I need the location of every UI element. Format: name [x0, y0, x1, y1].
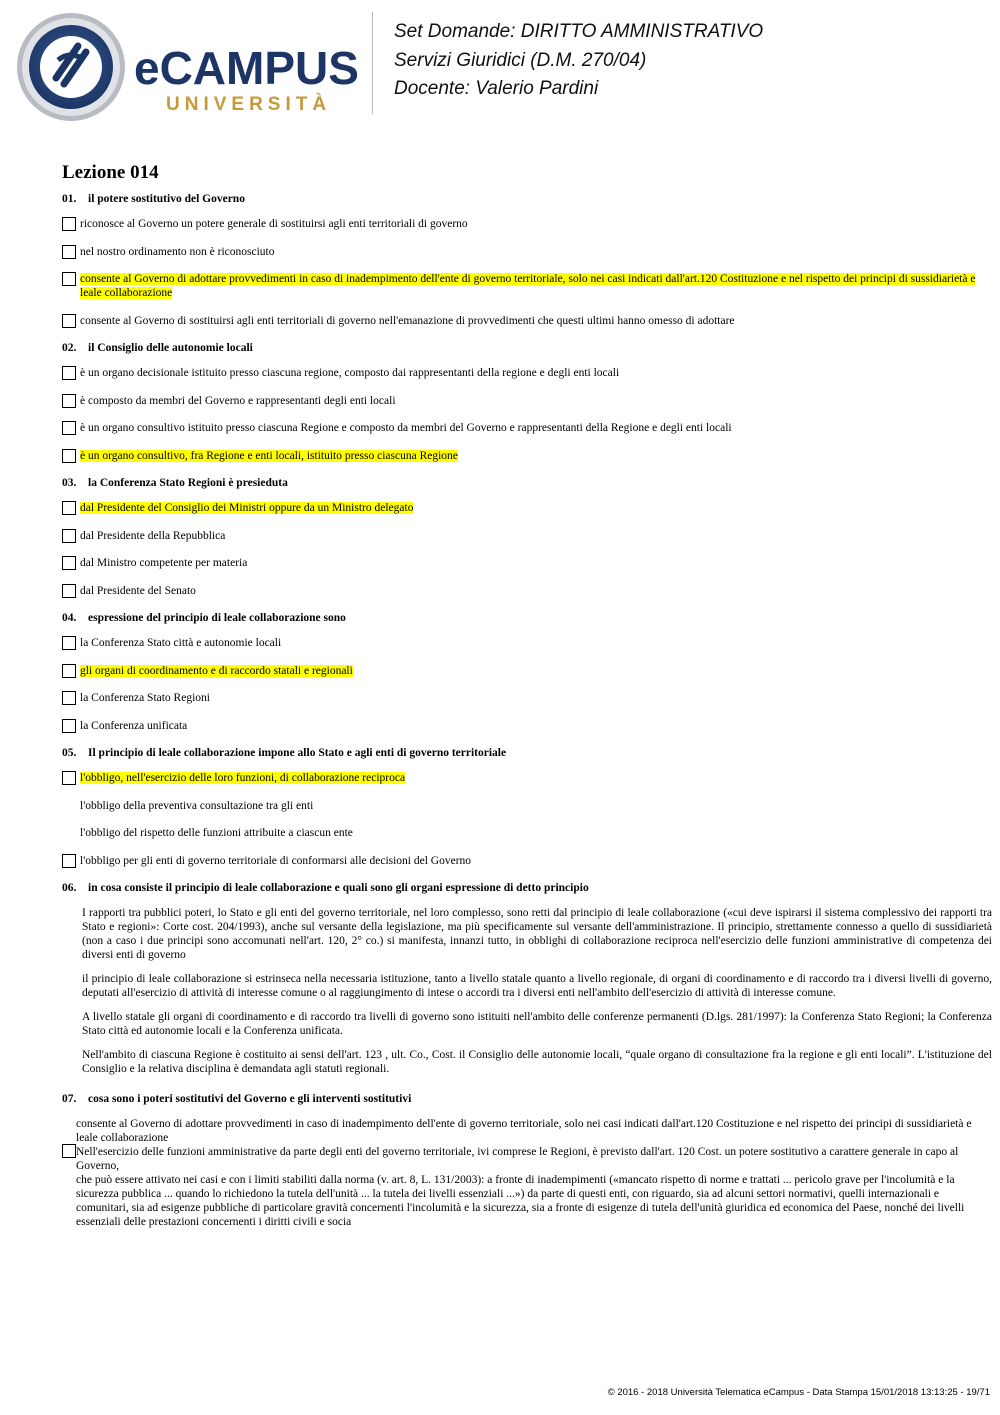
question-heading [62, 746, 992, 760]
answer-paragraph: I rapporti tra pubblici poteri, lo Stato e gli enti del governo territoriale, nel loro complesso, sono retti dal principio di leale collaborazione («cui deve ispirarsi il sistema complessivo dei rapporti tra Stato e regioni»: Corte cost. 204/1993), anche sul versante della legislazione, ma più specificamente sul versante dell'amministrazione. Il principio, strettamente connesso a quello di sussidiarietà (non a caso i due principi sono accomunati nell'art. 120, 2° co.) si manifesta, innanzi tutto, in obblighi di collaborazione reciproca nell'esercizio delle funzioni amministrative di competenza dei diversi enti di governo [82, 907, 992, 961]
answer-text: è un organo decisionale istituito presso ciascuna regione, composto dai rappresentanti della regione e degli enti locali [80, 367, 620, 379]
open-answer [62, 906, 992, 1076]
answer-checkbox[interactable] [62, 245, 76, 259]
question-3 [62, 476, 992, 598]
answer-line: Nell'esercizio delle funzioni amministrative da parte degli enti del governo territoriale, ivi comprese le Regioni, è previsto dall'art. 120 Cost. un potere sostitutivo a carattere generale in capo al Governo, [76, 1146, 959, 1172]
question-text: Il principio di leale collaborazione impone allo Stato e agli enti di governo territoriale [88, 747, 507, 759]
question-heading [62, 341, 992, 355]
question-number: 07. [62, 1093, 77, 1105]
question-heading [62, 611, 992, 625]
header-program: Servizi Giuridici (D.M. 270/04) [394, 49, 647, 71]
answer-checkbox[interactable] [62, 636, 76, 650]
svg-text:eCAMPUS: eCAMPUS [134, 42, 359, 94]
answer-checkbox[interactable] [62, 664, 76, 678]
page-footer: © 2016 - 2018 Università Telematica eCampus - Data Stampa 15/01/2018 13:13:25 - 19/71 [607, 1387, 990, 1398]
question-7 [62, 1092, 992, 1229]
question-text: il potere sostitutivo del Governo [88, 193, 245, 205]
header-teacher: Docente: Valerio Pardini [394, 78, 599, 99]
answer-option[interactable] [62, 421, 992, 435]
header-course: Set Domande: DIRITTO AMMINISTRATIVO [394, 21, 764, 42]
correct-answer-text: consente al Governo di adottare provvedimenti in caso di inadempimento dell'ente di governo territoriale, solo nei casi indicati dall'art.120 Costituzione e nel rispetto dei principi di sussidiarietà e leale collaborazione [80, 273, 976, 299]
ecampus-logo [16, 12, 376, 122]
answer-option[interactable] [62, 826, 992, 840]
question-number: 02. [62, 342, 77, 354]
answer-checkbox[interactable] [62, 584, 76, 598]
answer-checkbox[interactable] [62, 854, 76, 868]
question-4 [62, 611, 992, 733]
question-text: il Consiglio delle autonomie locali [88, 342, 253, 354]
answer-option[interactable] [62, 556, 992, 570]
answer-line: che può essere attivato nei casi e con i limiti stabiliti dalla norma (v. art. 8, L. 131/2003): a fronte di inadempimenti («mancato rispetto di norme e trattati ... pericolo grave per l'incolumità e la sicurezza pubblica ... quando lo richiedono la tutela dell'unità ... la tutela dei livelli essenziali ...») da parte di questi enti, con riguardo, sia ad alcuni settori normativi, quelli internazionali e comunitari, sia ad esigenze pubbliche di particolare gravità concernenti l'incolumità e la sicurezza, sia a fronte di esigenze di tutela dell'unità giuridica ed economica del Paese, nonché dei livelli essenziali delle prestazioni concernenti i diritti civili e socia [76, 1174, 965, 1228]
page-header [0, 0, 1000, 130]
correct-answer-text: l'obbligo, nell'esercizio delle loro funzioni, di collaborazione reciproca [80, 772, 406, 784]
answer-checkbox[interactable] [62, 501, 76, 515]
answer-option[interactable] [62, 501, 992, 515]
question-heading [62, 476, 992, 490]
answer-checkbox[interactable] [62, 529, 76, 543]
answer-paragraph: il principio di leale collaborazione si estrinseca nella necessaria istituzione, tanto a livello statale quanto a livello regionale, di organi di coordinamento e di raccordo tra i diversi livelli di governo, deputati all'esercizio di attività di interesse comune o al raggiungimento di intese o accordi tra i diversi enti nell'ambito dell'esercizio di attività di interesse comune. [82, 973, 992, 999]
answer-option[interactable] [62, 529, 992, 543]
question-number: 01. [62, 193, 77, 205]
answer-text: la Conferenza unificata [80, 719, 188, 732]
answer-option[interactable] [62, 664, 992, 678]
correct-answer-text: dal Presidente del Consiglio dei Ministri oppure da un Ministro delegato [80, 502, 414, 514]
answer-text: è composto da membri del Governo e rappresentanti degli enti locali [80, 394, 396, 407]
question-text: cosa sono i poteri sostitutivi del Governo e gli interventi sostitutivi [88, 1093, 412, 1105]
answer-checkbox[interactable] [62, 719, 76, 733]
answer-option[interactable] [62, 245, 992, 259]
answer-checkbox[interactable] [62, 366, 76, 380]
answer-checkbox[interactable] [62, 1144, 76, 1158]
correct-answer-text: è un organo consultivo, fra Regione e enti locali, istituito presso ciascuna Regione [80, 449, 458, 462]
answer-text: è un organo consultivo istituito presso ciascuna Regione e composto da membri del Governo e rappresentanti della Regione e degli enti locali [80, 422, 732, 434]
question-number: 04. [62, 612, 77, 624]
answer-text: consente al Governo di sostituirsi agli enti territoriali di governo nell'emanazione di provvedimenti che questi ultimi hanno omesso di adottare [80, 314, 735, 327]
answer-text: l'obbligo del rispetto delle funzioni attribuite a ciascun ente [80, 827, 353, 839]
question-text: in cosa consiste il principio di leale collaborazione e quali sono gli organi espressione di detto principio [88, 882, 589, 894]
answer-option[interactable] [62, 719, 992, 733]
answer-option[interactable] [62, 394, 992, 408]
answer-text: riconosce al Governo un potere generale di sostituirsi agli enti territoriali di governo [80, 218, 468, 230]
answer-checkbox[interactable] [62, 272, 76, 286]
answer-checkbox[interactable] [62, 449, 76, 463]
correct-answer-text: gli organi di coordinamento e di raccordo statali e regionali [80, 664, 353, 677]
answer-option[interactable] [62, 217, 992, 231]
question-number: 03. [62, 477, 77, 489]
answer-option[interactable] [62, 314, 992, 328]
answer-checkbox[interactable] [62, 421, 76, 435]
page-content [62, 160, 992, 1242]
answer-text: l'obbligo della preventiva consultazione tra gli enti [80, 799, 314, 812]
answer-option[interactable] [62, 584, 992, 598]
answer-option[interactable] [62, 771, 992, 785]
question-heading [62, 1092, 992, 1106]
answer-option[interactable] [62, 449, 992, 463]
header-info [394, 18, 763, 104]
answer-option[interactable] [62, 691, 992, 705]
question-list [62, 192, 992, 868]
answer-text: dal Presidente della Repubblica [80, 529, 226, 542]
question-heading [62, 881, 992, 895]
answer-text: la Conferenza Stato città e autonomie locali [80, 637, 282, 649]
question-1 [62, 192, 992, 328]
svg-text:UNIVERSITÀ: UNIVERSITÀ [166, 94, 332, 115]
answer-checkbox[interactable] [62, 217, 76, 231]
answer-checkbox[interactable] [62, 314, 76, 328]
answer-text: nel nostro ordinamento non è riconosciuto [80, 245, 275, 258]
answer-option[interactable] [62, 636, 992, 650]
header-divider [372, 12, 373, 114]
answer-text: l'obbligo per gli enti di governo territoriale di conformarsi alle decisioni del Governo [80, 854, 472, 867]
answer-paragraph: Nell'ambito di ciascuna Regione è costituito ai sensi dell'art. 123 , ult. Co., Cost. il Consiglio delle autonomie locali, “quale organo di consultazione fra la regione e gli enti locali”. L'istituzione del Consiglio e la relativa disciplina è demandata agli statuti regionali. [82, 1049, 992, 1075]
answer-option[interactable] [62, 799, 992, 813]
answer-paragraph: A livello statale gli organi di coordinamento e di raccordo tra livelli di governo sono istituiti nell'ambito delle conferenze permanenti (D.lgs. 281/1997): la Conferenza Stato Regioni; la Conferenza Stato città ed autonomie locali e la Conferenza unificata. [82, 1011, 992, 1037]
answer-text: dal Presidente del Senato [80, 584, 196, 597]
answer-option[interactable] [62, 854, 992, 868]
question-number: 06. [62, 882, 77, 894]
lesson-title: Lezione 014 [62, 162, 159, 183]
question-2 [62, 341, 992, 463]
answer-text: dal Ministro competente per materia [80, 557, 248, 569]
answer-line: consente al Governo di adottare provvedimenti in caso di inadempimento dell'ente di governo territoriale, solo nei casi indicati dall'art.120 Costituzione e nel rispetto dei principi di sussidiarietà e leale collaborazione [76, 1118, 972, 1144]
question-heading [62, 192, 992, 206]
answer-text: la Conferenza Stato Regioni [80, 692, 210, 704]
answer-checkbox[interactable] [62, 691, 76, 705]
question-number: 05. [62, 747, 77, 759]
answer-option[interactable] [62, 366, 992, 380]
question-6 [62, 881, 992, 1076]
answer-checkbox[interactable] [62, 771, 76, 785]
question-5 [62, 746, 992, 868]
question-text: espressione del principio di leale collaborazione sono [88, 612, 346, 624]
answer-checkbox[interactable] [62, 394, 76, 408]
answer-option[interactable] [62, 272, 992, 300]
question-text: la Conferenza Stato Regioni è presieduta [88, 477, 288, 489]
open-answer [62, 1117, 992, 1229]
answer-checkbox[interactable] [62, 556, 76, 570]
